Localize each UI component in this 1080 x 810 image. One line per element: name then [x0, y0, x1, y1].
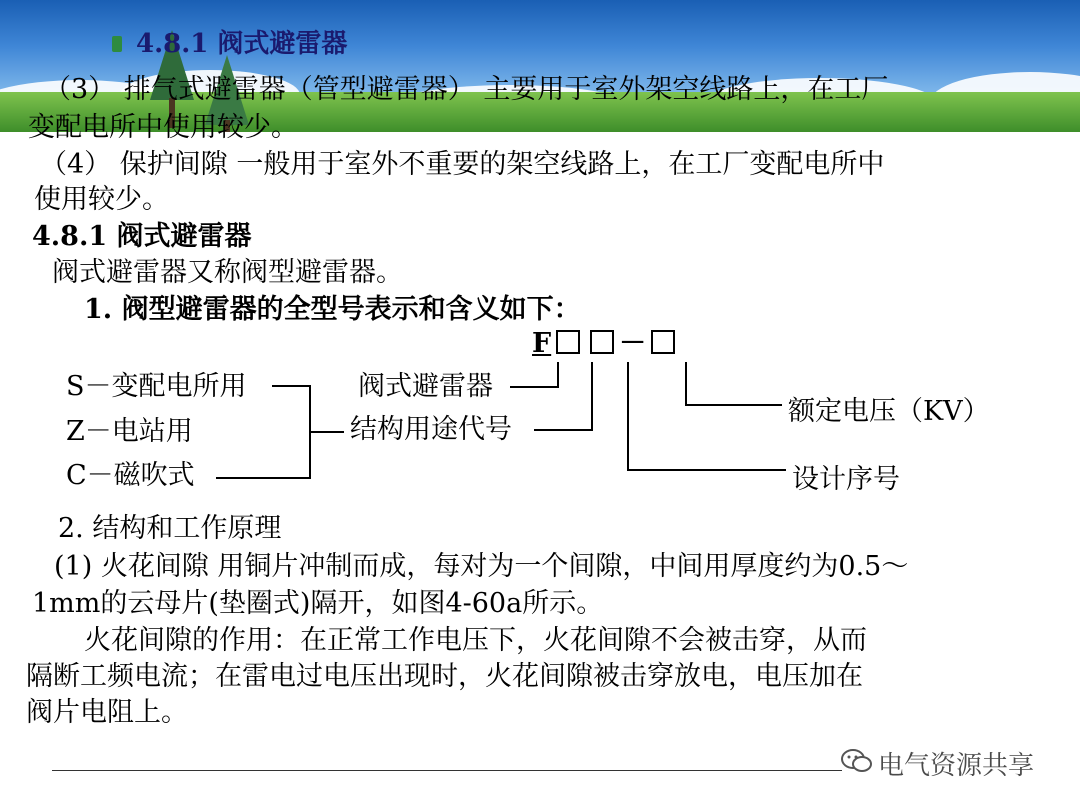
- slide-title: 4.8.1 阀式避雷器: [136, 29, 348, 59]
- section-2-p1-line2: 1mm的云母片(垫圈式)隔开，如图4-60a所示。: [32, 588, 604, 619]
- paragraph-4-line2: 使用较少。: [34, 184, 169, 215]
- code-dash: －: [619, 328, 647, 359]
- line-rated-voltage: [686, 362, 782, 405]
- section-2-title: 2. 结构和工作原理: [58, 513, 282, 544]
- paragraph-4-line1: （4） 保护间隙 一般用于室外不重要的架空线路上，在工厂变配电所中: [40, 149, 885, 180]
- label-s: S－变配电所用: [66, 371, 247, 402]
- footer-divider: [52, 770, 842, 771]
- label-structure-code: 结构用途代号: [350, 414, 512, 445]
- label-z: Z－电站用: [66, 416, 193, 447]
- wechat-icon: [840, 748, 874, 774]
- item-1-text: 1. 阀型避雷器的全型号表示和含义如下：: [84, 294, 581, 325]
- intro-text: 阀式避雷器又称阀型避雷器。: [52, 257, 403, 288]
- section-2-p2-line3: 阀片电阻上。: [26, 697, 188, 728]
- label-c: C－磁吹式: [66, 460, 195, 491]
- label-valve-arrester: 阀式避雷器: [358, 371, 493, 402]
- line-valve-arrester: [510, 362, 558, 387]
- line-design-serial: [628, 362, 786, 470]
- paragraph-3-line1: （3） 排气式避雷器（管型避雷器） 主要用于室外架空线路上，在工厂: [44, 74, 889, 105]
- label-rated-voltage: 额定电压（KV）: [788, 396, 990, 427]
- section-2-p1-line1: (1) 火花间隙 用铜片冲制而成，每对为一个间隙，中间用厚度约为0.5～: [54, 551, 909, 582]
- label-design-serial: 设计序号: [792, 464, 900, 495]
- line-structure-code: [534, 362, 592, 430]
- model-code-letter: F: [532, 328, 552, 359]
- bracket-line: [216, 386, 310, 478]
- subheading: 4.8.1 阀式避雷器: [32, 221, 252, 252]
- watermark-text: 电气资源共享: [878, 751, 1035, 781]
- section-2-p2-line1: 火花间隙的作用：在正常工作电压下，火花间隙不会被击穿，从而: [84, 625, 867, 656]
- section-2-p2-line2: 隔断工频电流；在雷电过电压出现时，火花间隙被击穿放电，电压加在: [26, 661, 863, 692]
- paragraph-3-line2: 变配电所中使用较少。: [28, 112, 298, 143]
